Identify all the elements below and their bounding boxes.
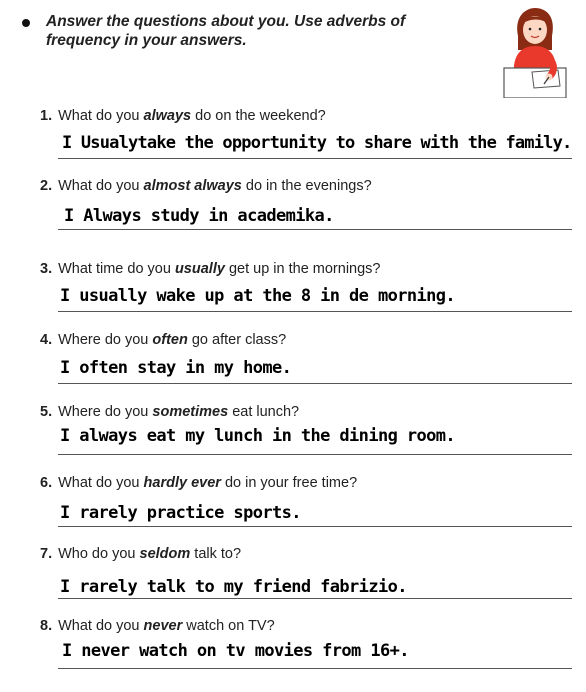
question-text-post: get up in the mornings?: [224, 261, 381, 277]
question-text-pre: Where do you: [58, 332, 153, 348]
question-adverb: never: [143, 618, 183, 634]
answer-2: I Always study in academika.: [64, 206, 334, 226]
answer-line-6: [58, 526, 572, 527]
question-number: 5.: [40, 404, 53, 420]
instructions-line-2: frequency in your answers.: [46, 32, 247, 49]
question-7: [40, 546, 241, 562]
question-adverb: often: [152, 332, 188, 348]
instructions-line-1: Answer the questions about you. Use adverbs of: [46, 13, 406, 30]
question-number: 1.: [40, 108, 53, 124]
answer-line-4: [58, 383, 572, 384]
question-4: [40, 332, 286, 348]
answer-line-8: [58, 668, 572, 669]
question-text-post: do on the weekend?: [191, 108, 326, 124]
answer-line-7: [58, 598, 572, 599]
question-number: 3.: [40, 261, 53, 277]
question-text-pre: Where do you: [58, 404, 153, 420]
question-adverb: usually: [174, 261, 225, 277]
instructions: [46, 12, 446, 50]
question-text-post: do in your free time?: [220, 475, 358, 491]
answer-1: I Usualytake the opportunity to share with the family.: [62, 133, 572, 153]
question-1: [40, 108, 326, 124]
question-adverb: seldom: [139, 546, 191, 562]
question-6: [40, 475, 357, 491]
answer-3: I usually wake up at the 8 in de morning.: [60, 286, 456, 306]
question-8: [40, 618, 275, 634]
question-text-pre: What do you: [58, 618, 144, 634]
question-text-pre: What do you: [58, 108, 144, 124]
question-3: [40, 261, 381, 277]
question-2: [40, 178, 372, 194]
student-writing-icon: [500, 6, 570, 98]
answer-5: I always eat my lunch in the dining room.: [60, 426, 456, 446]
answer-4: I often stay in my home.: [60, 358, 292, 378]
question-text-post: watch on TV?: [182, 618, 275, 634]
question-text-pre: What time do you: [58, 261, 175, 277]
question-adverb: almost always: [143, 178, 242, 194]
question-adverb: hardly ever: [143, 475, 221, 491]
answer-7: I rarely talk to my friend fabrizio.: [60, 577, 407, 597]
question-number: 8.: [40, 618, 53, 634]
answer-8: I never watch on tv movies from 16+.: [62, 641, 409, 661]
question-number: 2.: [40, 178, 53, 194]
question-adverb: sometimes: [152, 404, 229, 420]
question-text-pre: Who do you: [58, 546, 140, 562]
question-text-post: do in the evenings?: [241, 178, 372, 194]
answer-line-5: [58, 454, 572, 455]
question-5: [40, 404, 299, 420]
question-adverb: always: [143, 108, 192, 124]
question-number: 7.: [40, 546, 53, 562]
answer-6: I rarely practice sports.: [60, 503, 301, 523]
instruction-bullet: [22, 19, 30, 27]
question-text-pre: What do you: [58, 178, 144, 194]
answer-line-3: [58, 311, 572, 312]
answer-line-2: [58, 229, 572, 230]
answer-line-1: [58, 158, 572, 159]
question-number: 6.: [40, 475, 53, 491]
question-text-post: go after class?: [187, 332, 287, 348]
question-text-post: eat lunch?: [228, 404, 300, 420]
question-text-post: talk to?: [190, 546, 242, 562]
question-number: 4.: [40, 332, 53, 348]
question-text-pre: What do you: [58, 475, 144, 491]
